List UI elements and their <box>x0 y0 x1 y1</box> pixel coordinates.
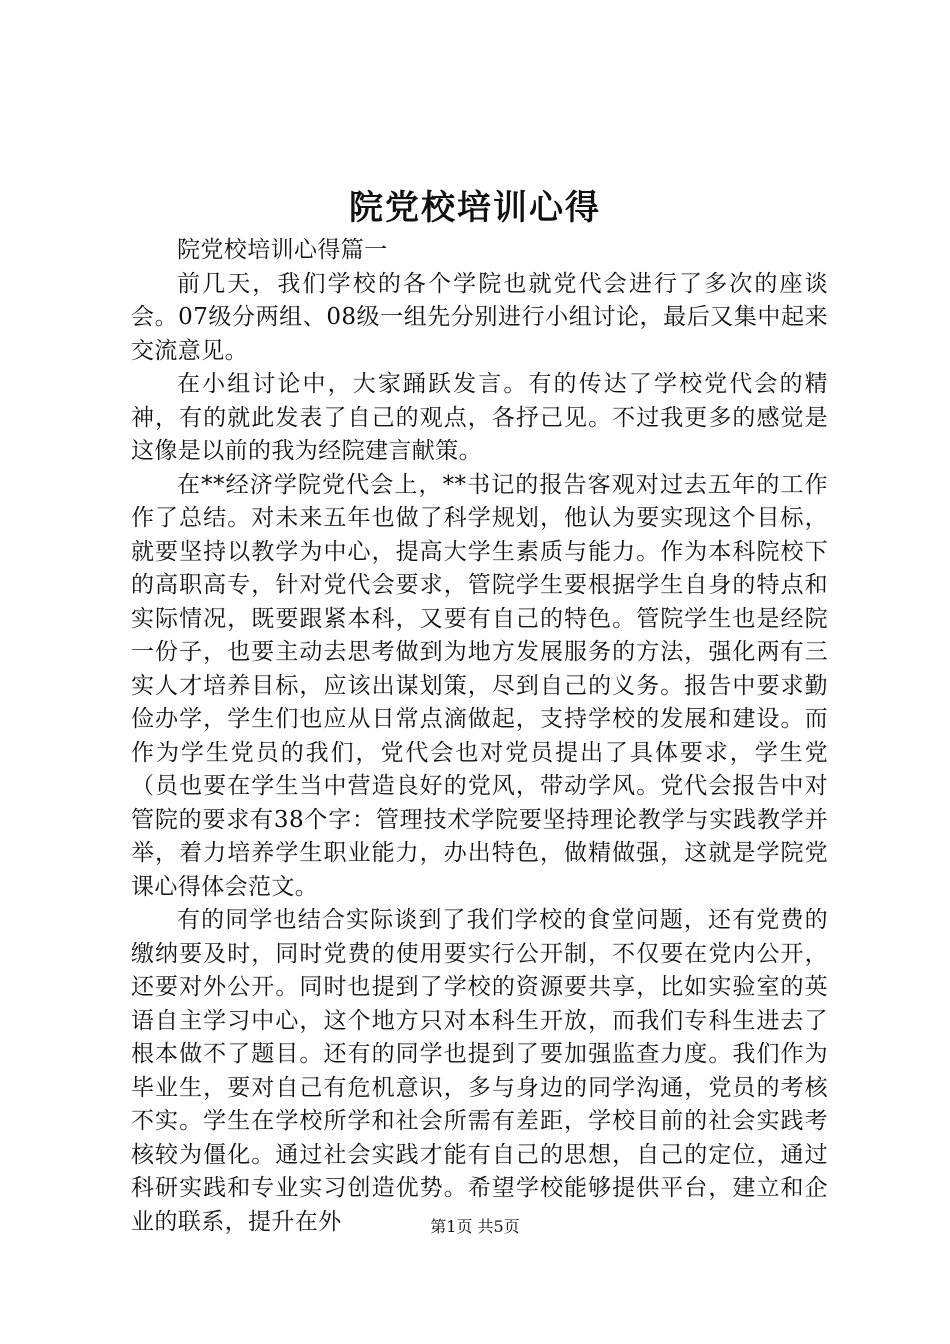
paragraph: 有的同学也结合实际谈到了我们学校的食堂问题，还有党费的缴纳要及时，同时党费的使用要实行公开制，不仅要在党内公开，还要对外公开。同时也提到了学校的资源要共享，比如实验室的英语自主学习中心，这个地方只对本科生开放，而我们专科生进去了根本做不了题目。还有的同学也提到了要加强监查力度。我们作为毕业生，要对自己有危机意识，多与身边的同学沟通，党员的考核不实。学生在学校所学和社会所需有差距，学校目前的社会实践考核较为僵化。通过社会实践才能有自己的思想，自己的定位，通过科研实践和专业实习创造优势。希望学校能够提供平台，建立和企业的联系，提升在外 <box>131 907 828 1235</box>
paragraph: 在小组讨论中，大家踊跃发言。有的传达了学校党代会的精神，有的就此发表了自己的观点，各抒己见。不过我更多的感觉是这像是以前的我为经院建言献策。 <box>131 371 828 464</box>
document-body <box>131 234 828 1239</box>
paragraph: 在**经济学院党代会上，**书记的报告客观对过去五年的工作作了总结。对未来五年也做了科学规划，他认为要实现这个目标，就要坚持以教学为中心，提高大学生素质与能力。作为本科院校下的高职高专，针对党代会要求，管院学生要根据学生自身的特点和实际情况，既要跟紧本科，又要有自己的特色。管院学生也是经院一份子，也要主动去思考做到为地方发展服务的方法，强化两有三实人才培养目标，应该出谋划策，尽到自己的义务。报告中要求勤俭办学，学生们也应从日常点滴做起，支持学校的发展和建设。而作为学生党员的我们，党代会也对党员提出了具体要求，学生党（员也要在学生当中营造良好的党风，带动学风。党代会报告中对管院的要求有38个字：管理技术学院要坚持理论教学与实践教学并举，着力培养学生职业能力，办出特色，做精做强，这就是学院党课心得体会范文。 <box>131 471 828 900</box>
page-footer: 第1页 共5页 <box>430 1217 520 1236</box>
section-heading: 院党校培训心得篇一 <box>177 237 388 263</box>
paragraph: 前几天，我们学校的各个学院也就党代会进行了多次的座谈会。07级分两组、08级一组先分别进行小组讨论，最后又集中起来交流意见。 <box>131 270 828 364</box>
document-title: 院党校培训心得 <box>349 188 601 228</box>
